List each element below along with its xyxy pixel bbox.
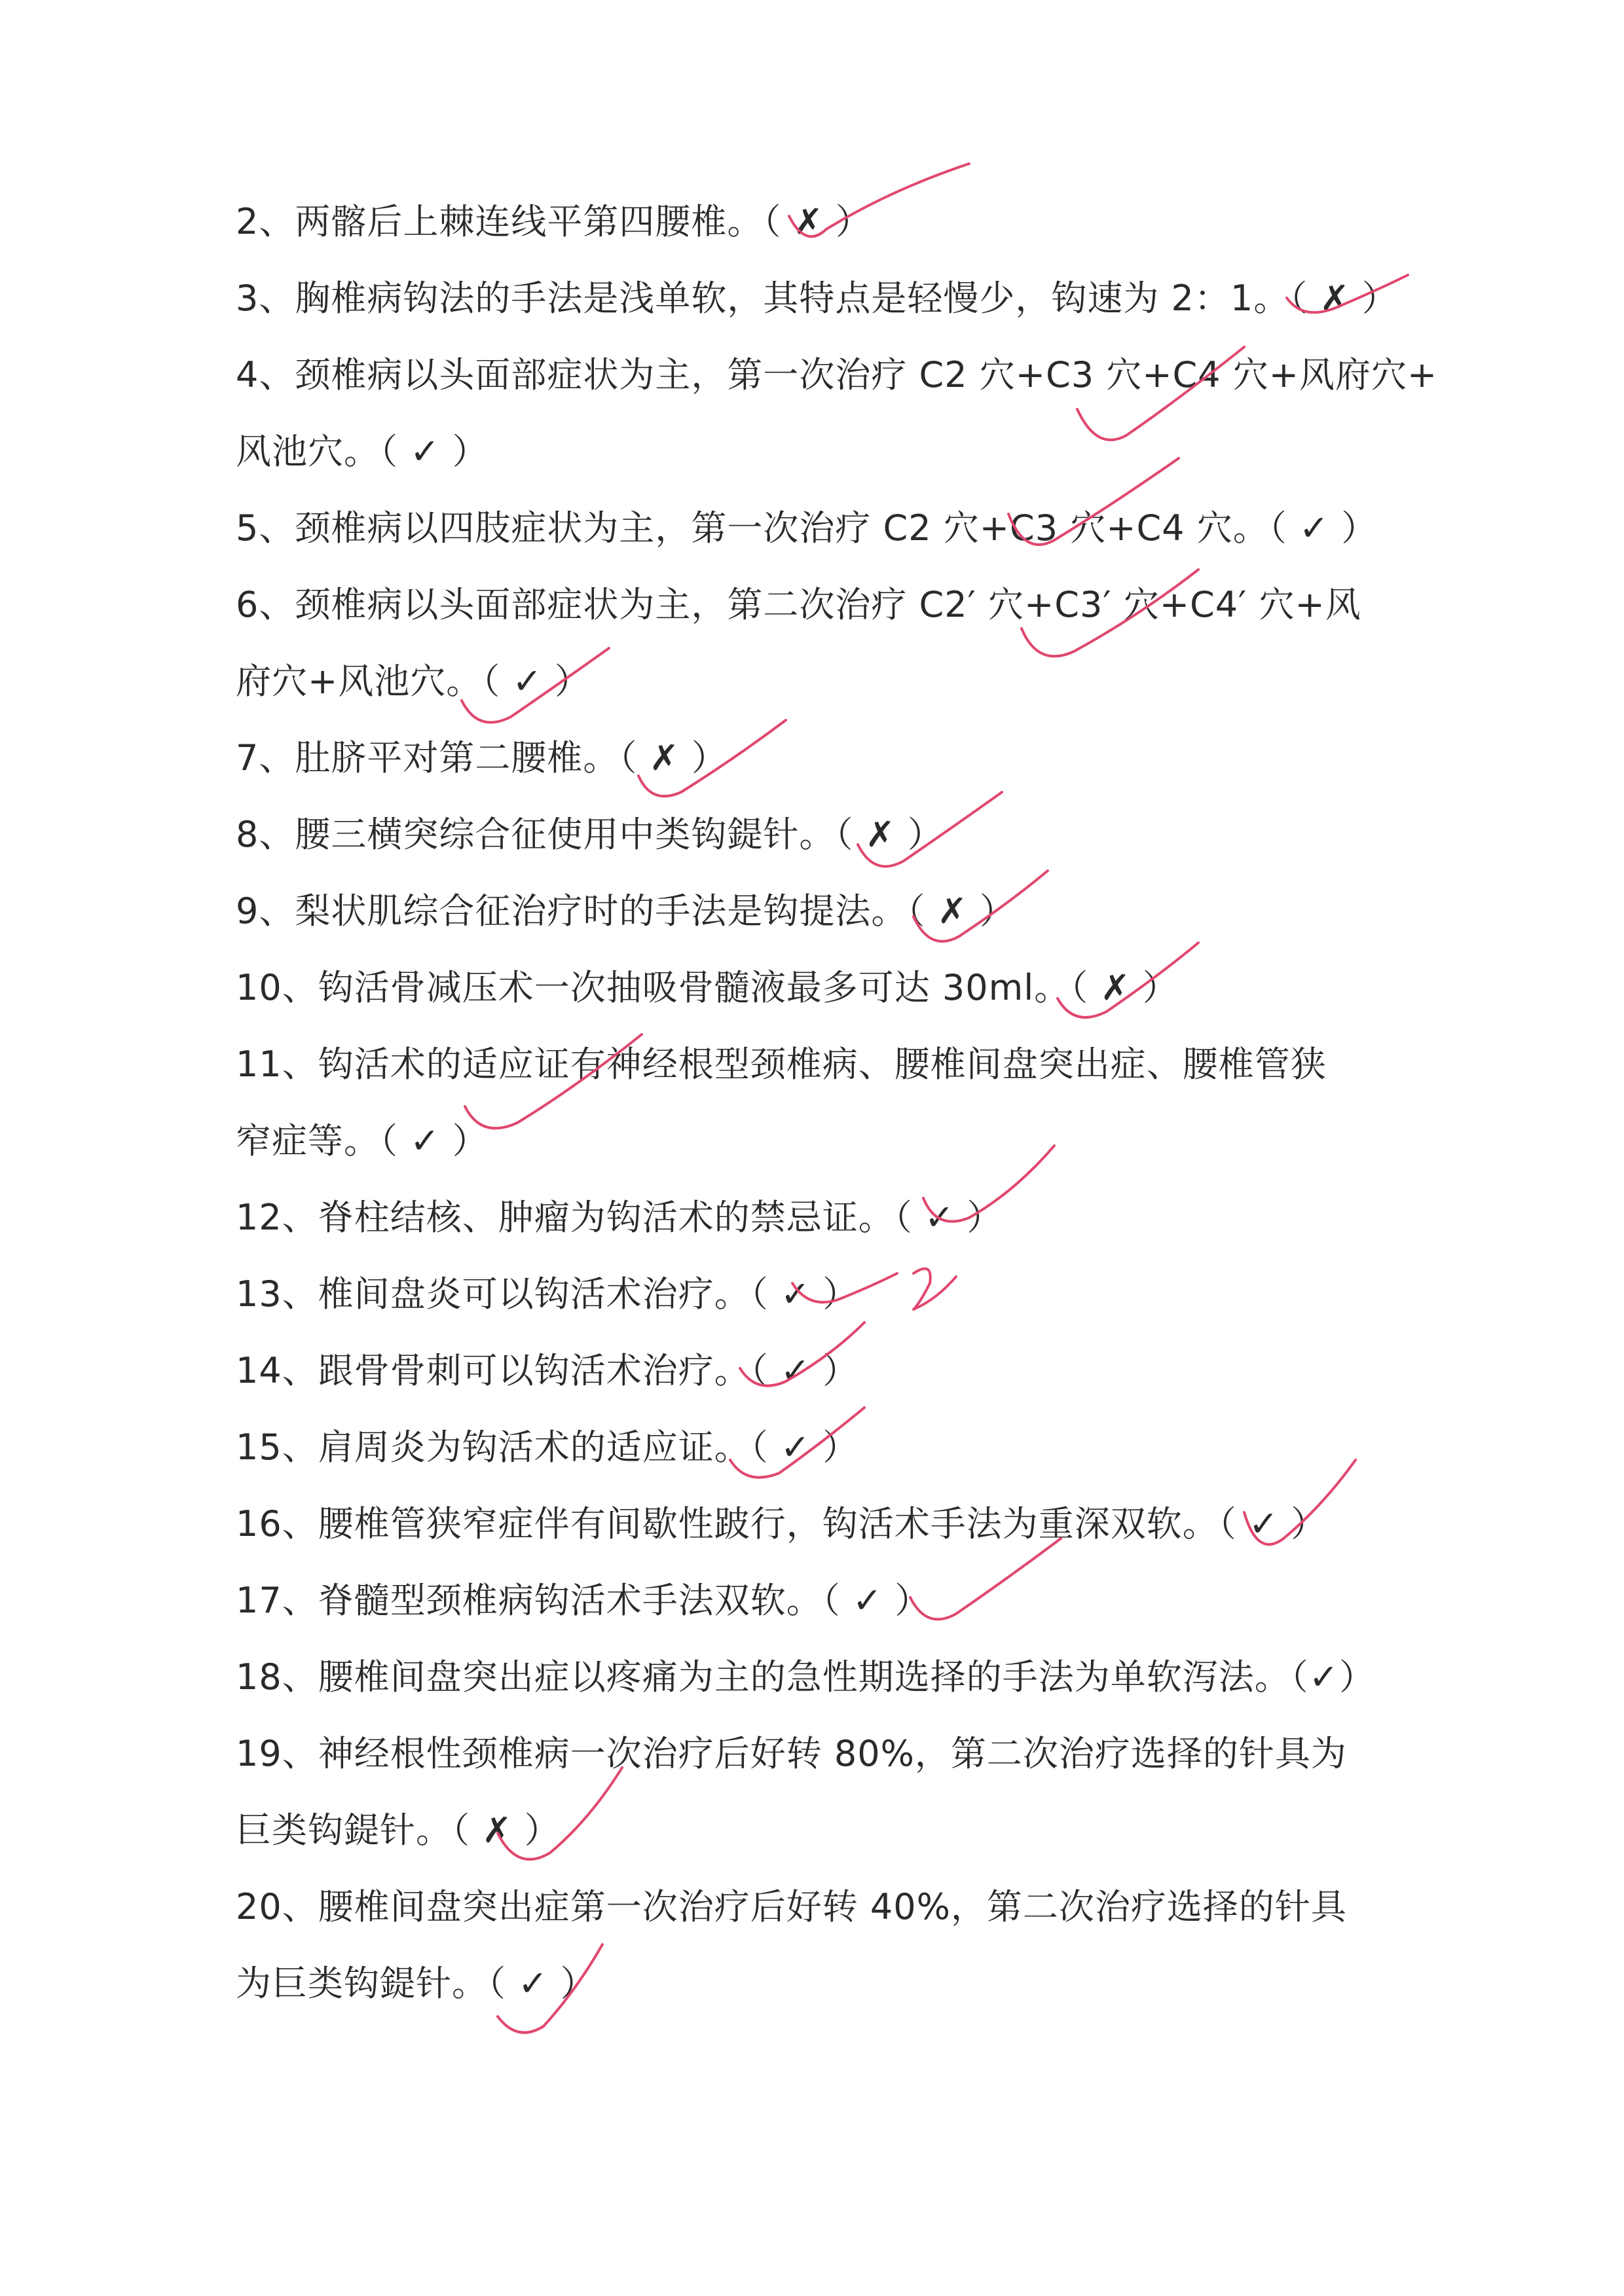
question-5: 5、颈椎病以四肢症状为主，第一次治疗 C2 穴+C3 穴+C4 穴。（ ✓ ） (236, 507, 1378, 549)
question-8: 8、腰三横突综合征使用中类钩鍉针。（ ✗ ） (236, 814, 944, 855)
question-12: 12、脊柱结核、肿瘤为钩活术的禁忌证。（ ✓ ） (236, 1197, 1003, 1238)
question-14: 14、跟骨骨刺可以钩活术治疗。（ ✓ ） (236, 1350, 859, 1391)
question-10: 10、钩活骨减压术一次抽吸骨髓液最多可达 30ml。（ ✗ ） (236, 967, 1179, 1008)
question-17: 17、脊髓型颈椎病钩活术手法双软。（ ✓ ） (236, 1580, 931, 1621)
question-11-continued: 窄症等。（ ✓ ） (236, 1120, 489, 1161)
question-18: 18、腰椎间盘突出症以疼痛为主的急性期选择的手法为单软泻法。（✓） (236, 1656, 1375, 1698)
question-6: 6、颈椎病以头面部症状为主，第二次治疗 C2′ 穴+C3′ 穴+C4′ 穴+风 (236, 584, 1361, 625)
question-19-continued: 巨类钩鍉针。（ ✗ ） (236, 1810, 561, 1851)
question-20-continued: 为巨类钩鍉针。（ ✓ ） (236, 1963, 597, 2004)
question-19: 19、神经根性颈椎病一次治疗后好转 80%，第二次治疗选择的针具为 (236, 1733, 1347, 1774)
question-6-continued: 府穴+风池穴。（ ✓ ） (236, 661, 591, 702)
question-4-continued: 风池穴。（ ✓ ） (236, 431, 489, 472)
question-20: 20、腰椎间盘突出症第一次治疗后好转 40%，第二次治疗选择的针具 (236, 1886, 1347, 1927)
question-16: 16、腰椎管狭窄症伴有间歇性跛行，钩活术手法为重深双软。（ ✓ ） (236, 1503, 1327, 1544)
question-3: 3、胸椎病钩法的手法是浅单软，其特点是轻慢少，钩速为 2：1。（ ✗ ） (236, 278, 1398, 319)
question-4: 4、颈椎病以头面部症状为主，第一次治疗 C2 穴+C3 穴+C4 穴+风府穴+ (236, 354, 1438, 395)
question-7: 7、肚脐平对第二腰椎。（ ✗ ） (236, 737, 728, 778)
true-false-question-list (236, 183, 1438, 2022)
question-15: 15、肩周炎为钩活术的适应证。（ ✓ ） (236, 1427, 859, 1468)
question-9: 9、梨状肌综合征治疗时的手法是钩提法。（ ✗ ） (236, 890, 1016, 932)
question-13: 13、椎间盘炎可以钩活术治疗。（ ✓ ） (236, 1273, 859, 1315)
question-11: 11、钩活术的适应证有神经根型颈椎病、腰椎间盘突出症、腰椎管狭 (236, 1044, 1327, 1085)
question-2: 2、两髂后上棘连线平第四腰椎。（ ✗ ） (236, 201, 872, 242)
